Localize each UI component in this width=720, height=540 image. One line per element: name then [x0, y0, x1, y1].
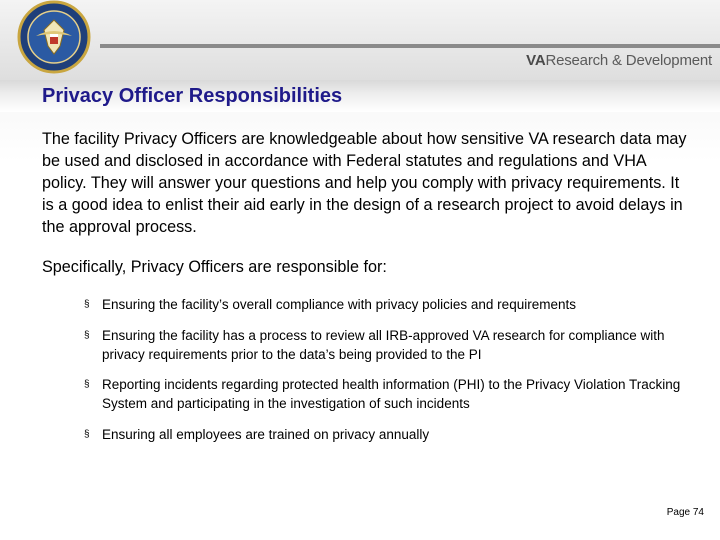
bullet-marker: §	[84, 330, 90, 341]
intro-paragraph: The facility Privacy Officers are knowledgeable about how sensitive VA research data may be used and disclosed in accordance with Federal statutes and regulations and VHA policy. They will answer your questions and help you comply with privacy requirements. It is a good idea to enlist their aid early in the design of a research project to avoid delays in the approval process.	[42, 130, 687, 236]
list-item-text: Ensuring the facility’s overall compliance with privacy policies and requirements	[102, 297, 576, 312]
brand-wordmark	[526, 52, 712, 69]
brand-rest: Research & Development	[545, 52, 712, 69]
brand-va: VA	[526, 52, 546, 69]
va-seal-logo	[12, 0, 96, 74]
list-item	[84, 375, 704, 413]
header-rule	[100, 44, 720, 48]
bullet-marker: §	[84, 299, 90, 310]
slide-title: Privacy Officer Responsibilities	[42, 85, 343, 107]
list-item-text: Reporting incidents regarding protected health information (PHI) to the Privacy Violation Tracking System and participating in the investigation of such incidents	[102, 377, 681, 411]
list-item-text: Ensuring the facility has a process to review all IRB-approved VA research for compliance with privacy requirements prior to the data’s being provided to the PI	[102, 328, 665, 362]
list-item	[84, 295, 704, 314]
bullet-marker: §	[84, 379, 90, 390]
lead-sentence: Specifically, Privacy Officers are responsible for:	[42, 258, 387, 276]
list-item	[84, 425, 704, 444]
bullet-marker: §	[84, 429, 90, 440]
list-item-text: Ensuring all employees are trained on privacy annually	[102, 427, 430, 442]
list-item	[84, 326, 704, 364]
responsibility-list	[84, 295, 704, 444]
page-number: Page 74	[666, 507, 704, 518]
